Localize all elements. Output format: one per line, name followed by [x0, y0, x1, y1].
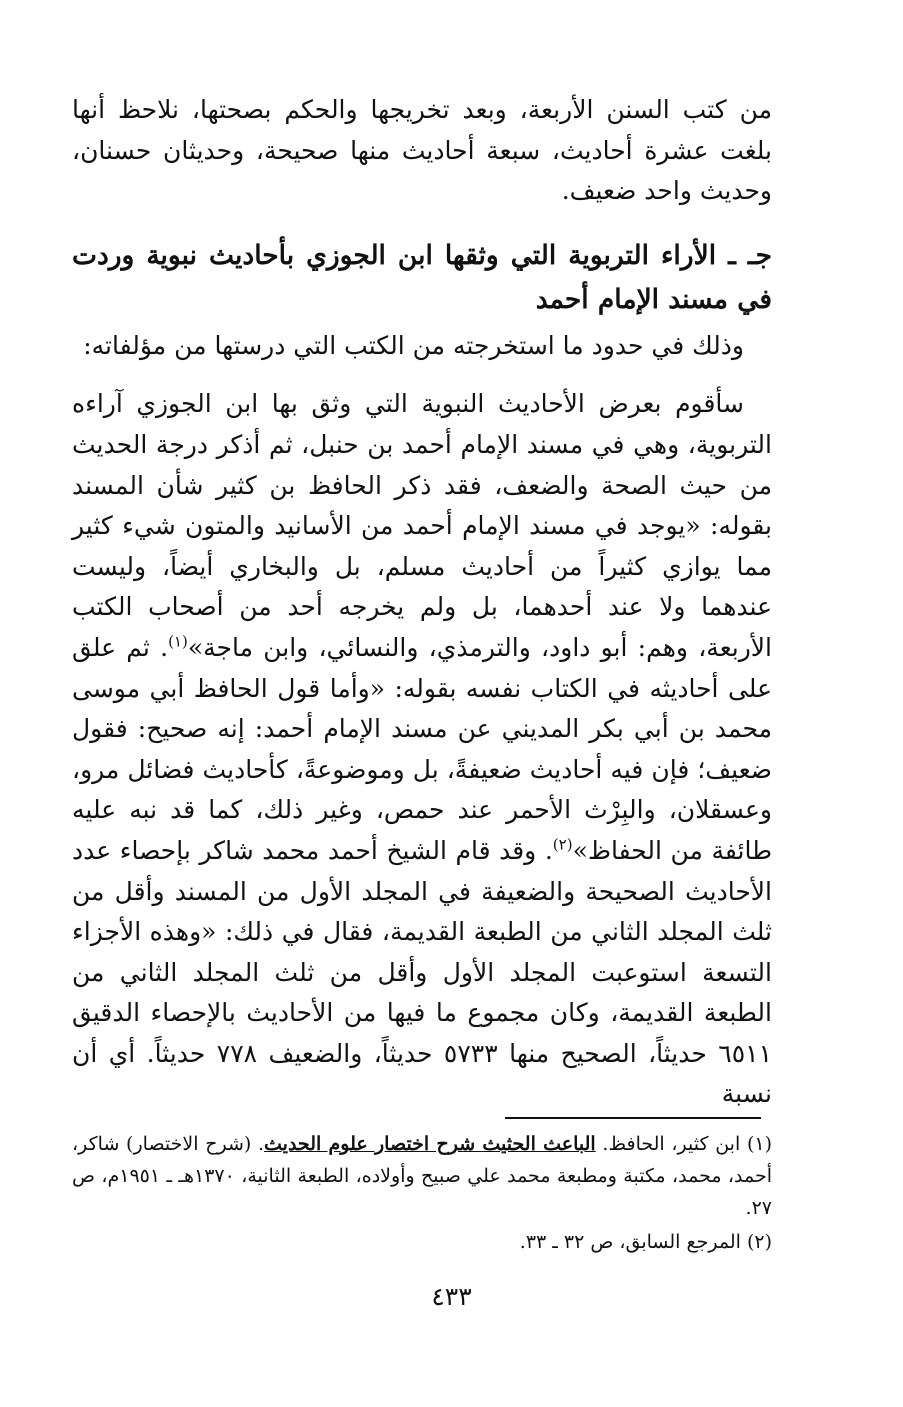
footnote-2-number: (٢): [746, 1231, 772, 1253]
footnote-ref-2[interactable]: (٢): [552, 835, 573, 854]
page-body: [72, 90, 772, 1115]
footnote-1-book-title: الباعث الحثيث شرح اختصار علوم الحديث: [264, 1133, 596, 1155]
paragraph-main-part-3: . وقد قام الشيخ أحمد محمد شاكر بإحصاء عدد الأحاديث الصحيحة والضعيفة في المجلد الأول من المسند وأقل من ثلث المجلد الثاني من الطبعة القديمة، فقال في ذلك: «وهذه الأجزاء التسعة استوعبت المجلد الأول وأقل من ثلث المجلد الثاني من الطبعة القديمة، وكان مجموع ما فيها من الأحاديث بالإحصاء الدقيق ٦٥١١ حديثاً، الصحيح منها ٥٧٣٣ حديثاً، والضعيف ٧٧٨ حديثاً. أي أن نسبة: [72, 835, 772, 1109]
footnote-1-number: (١): [746, 1133, 773, 1155]
paragraph-intro: من كتب السنن الأربعة، وبعد تخريجها والحكم بصحتها، نلاحظ أنها بلغت عشرة أحاديث، سبعة أحاديث منها صحيحة، وحديثان حسنان، وحديث واحد ضعيف.: [72, 95, 772, 206]
paragraph-main-part-2: . ثم علق على أحاديثه في الكتاب نفسه بقوله: «وأما قول الحافظ أبي موسى محمد بن أبي بكر المديني عن مسند الإمام أحمد: إنه صحيح: فقول ضعيف؛ فإن فيه أحاديث ضعيفةً، بل وموضوعةً، كأحاديث فضائل مرو، وعسقلان، والبِرْث الأحمر عند حمص، وغير ذلك، كما قد نبه عليه طائفة من الحفاظ»: [72, 632, 773, 865]
section-heading: جـ ـ الأراء التربوية التي وثقها ابن الجوزي بأحاديث نبوية وردت في مسند الإمام أحمد: [72, 239, 772, 315]
page-number: ٤٣٣: [431, 1282, 472, 1311]
footnote-2: [72, 1226, 772, 1258]
footnote-2-text: المرجع السابق، ص ٣٢ ـ ٣٣.: [519, 1231, 741, 1253]
footnote-1-author: ابن كثير، الحافظ.: [602, 1133, 741, 1155]
footnotes: [72, 1128, 772, 1258]
paragraph-main-part-1: سأقوم بعرض الأحاديث النبوية التي وثق بها ابن الجوزي آراءه التربوية، وهي في مسند الإمام أحمد بن حنبل، ثم أذكر درجة الحديث من حيث الصحة والضعف، فقد ذكر الحافظ بن كثير شأن المسند بقوله: «يوجد في مسند الإمام أحمد من الأسانيد والمتون شيء كثير مما يوازي كثيراً من أحاديث مسلم، بل والبخاري أيضاً، وليست عندهما ولا عند أحدهما، بل ولم يخرجه أحد من أصحاب الكتب الأربعة، وهم: أبو داود، والترمذي، والنسائي، وابن ماجة»: [72, 389, 773, 662]
footnote-1: [72, 1128, 772, 1224]
paragraph-main: [72, 384, 772, 1115]
footnote-ref-1[interactable]: (١): [168, 632, 188, 651]
paragraph-scope: وذلك في حدود ما استخرجته من الكتب التي درستها من مؤلفاته:: [83, 330, 744, 360]
footnote-divider: [505, 1117, 761, 1119]
footnote-1-details: . (شرح الاختصار) شاكر، أحمد، محمد، مكتبة ومطبعة محمد علي صبيح وأولاده، الطبعة الثانية، ١٣٧٠هـ ـ ١٩٥١م، ص ٢٧.: [72, 1133, 773, 1219]
